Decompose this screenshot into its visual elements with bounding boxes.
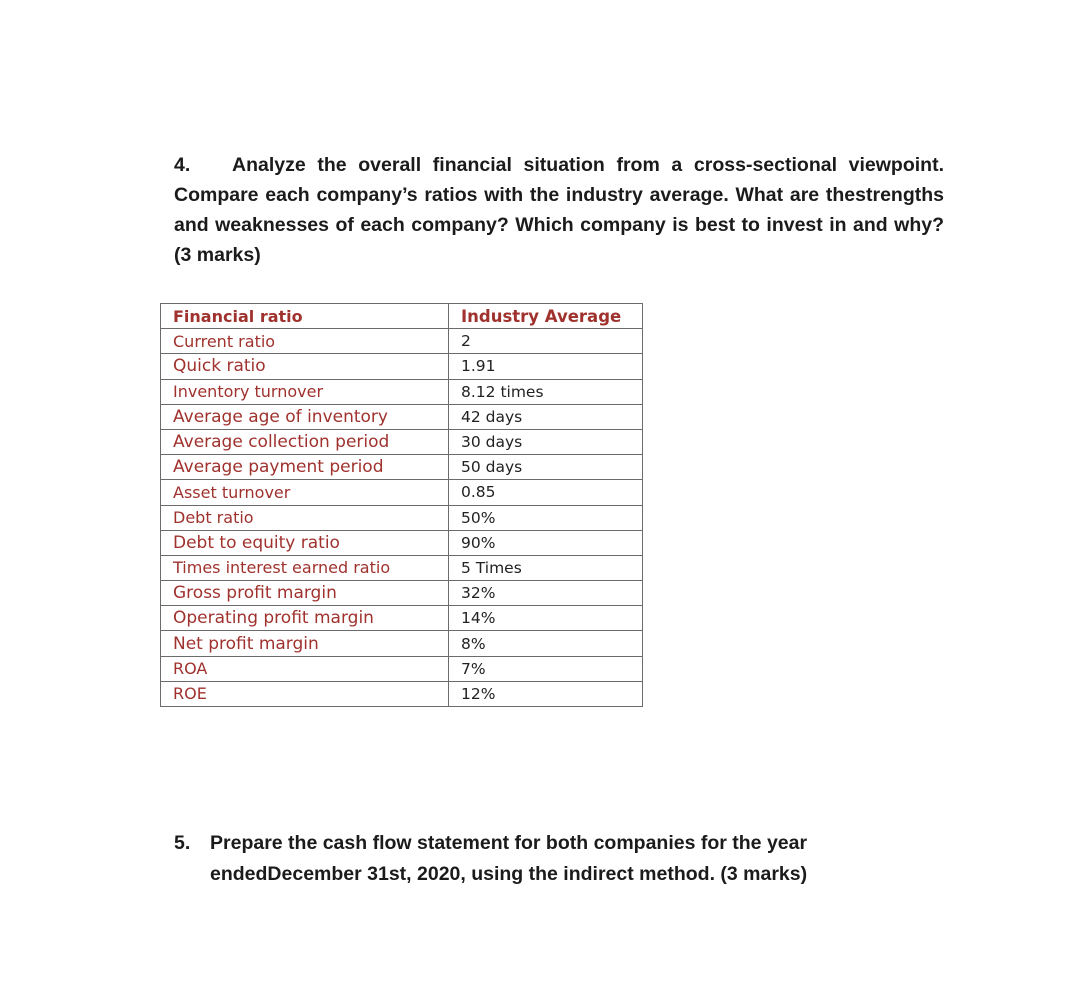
table-row: [161, 404, 643, 429]
ratio-name: Times interest earned ratio: [161, 555, 449, 580]
ratio-value: 1.91: [449, 354, 643, 379]
table-row: [161, 379, 643, 404]
table-row: [161, 581, 643, 606]
ratio-name: Inventory turnover: [161, 379, 449, 404]
ratio-name: Net profit margin: [161, 631, 449, 656]
ratio-name: Asset turnover: [161, 480, 449, 505]
ratio-value: 7%: [449, 656, 643, 681]
ratio-name: Debt ratio: [161, 505, 449, 530]
ratio-name: Average collection period: [161, 429, 449, 454]
table-row: [161, 656, 643, 681]
question-5-number: 5.: [174, 832, 191, 854]
ratio-value: 50 days: [449, 455, 643, 480]
header-industry-average: Industry Average: [449, 304, 643, 329]
ratio-name: Average age of inventory: [161, 404, 449, 429]
ratio-name: Current ratio: [161, 329, 449, 354]
table-row: [161, 329, 643, 354]
table-row: [161, 681, 643, 706]
table-row: [161, 530, 643, 555]
header-financial-ratio: Financial ratio: [161, 304, 449, 329]
ratio-name: ROA: [161, 656, 449, 681]
ratio-name: Operating profit margin: [161, 606, 449, 631]
ratio-value: 90%: [449, 530, 643, 555]
industry-ratio-table: [160, 303, 643, 707]
ratio-value: 42 days: [449, 404, 643, 429]
table-row: [161, 505, 643, 530]
table-row: [161, 480, 643, 505]
question-5: [174, 828, 924, 890]
ratio-name: Quick ratio: [161, 354, 449, 379]
question-5-line-1: Prepare the cash flow statement for both companies for the year: [210, 832, 808, 854]
ratio-value: 5 Times: [449, 555, 643, 580]
ratio-name: Gross profit margin: [161, 581, 449, 606]
table-header-row: [161, 304, 643, 329]
ratio-value: 8%: [449, 631, 643, 656]
question-4: [174, 150, 944, 270]
table-row: [161, 354, 643, 379]
table-row: [161, 429, 643, 454]
ratio-value: 8.12 times: [449, 379, 643, 404]
table-row: [161, 555, 643, 580]
ratio-name: Debt to equity ratio: [161, 530, 449, 555]
ratio-value: 12%: [449, 681, 643, 706]
table-row: [161, 631, 643, 656]
ratio-value: 14%: [449, 606, 643, 631]
ratio-value: 0.85: [449, 480, 643, 505]
question-4-text: Analyze the overall financial situation from a cross-sectional viewpoint. Compare each company’s ratios with the industry average. What are thestrengths and weaknesses of each company? Which company is best to invest in and why? (3 marks): [174, 154, 944, 266]
ratio-value: 32%: [449, 581, 643, 606]
ratio-value: 2: [449, 329, 643, 354]
question-4-number: 4.: [174, 154, 191, 176]
table-row: [161, 455, 643, 480]
ratio-value: 50%: [449, 505, 643, 530]
ratio-value: 30 days: [449, 429, 643, 454]
question-5-line-2: endedDecember 31st, 2020, using the indirect method. (3 marks): [210, 863, 808, 885]
table-row: [161, 606, 643, 631]
ratio-name: ROE: [161, 681, 449, 706]
ratio-name: Average payment period: [161, 455, 449, 480]
